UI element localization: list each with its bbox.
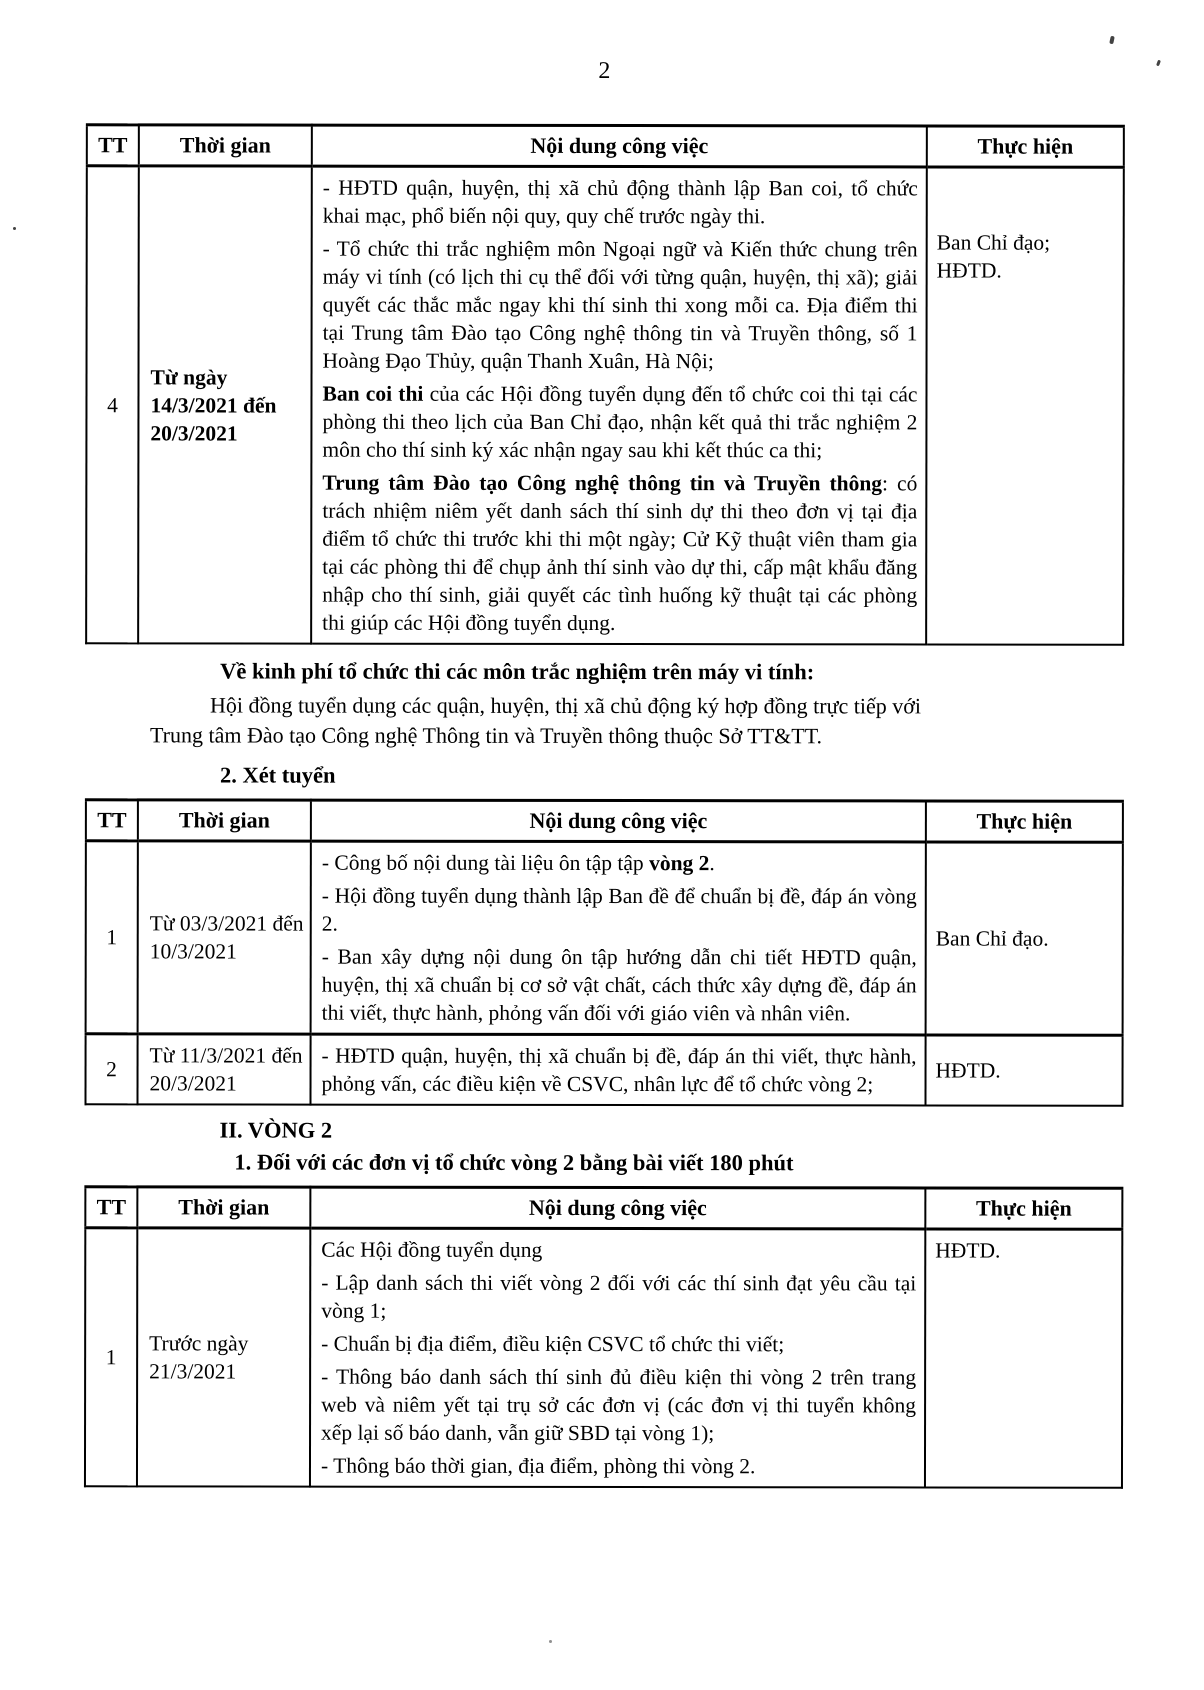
column-header-time: Thời gian <box>137 1187 310 1228</box>
cell-tt: 1 <box>86 841 138 1034</box>
scan-artifact <box>13 227 16 230</box>
funding-paragraph-line: Hội đồng tuyển dụng các quận, huyện, thị xã chủ động ký hợp đồng trực tiếp với <box>210 692 922 719</box>
content-paragraph: - Chuẩn bị địa điểm, điều kiện CSVC tổ chức thi viết; <box>321 1331 785 1357</box>
column-header-content: Nội dung công việc <box>312 125 927 167</box>
content-paragraph <box>322 469 917 638</box>
bold-run-in: Ban coi thi <box>322 381 424 406</box>
schedule-table-round2 <box>84 1185 1123 1488</box>
table-header-row <box>87 125 1124 167</box>
content-paragraph: - Hội đồng tuyển dụng thành lập Ban đề để chuẩn bị đề, đáp án vòng 2. <box>321 883 917 936</box>
table-row <box>86 841 1123 1035</box>
cell-content <box>310 1034 925 1105</box>
column-header-exec: Thực hiện <box>925 1188 1122 1229</box>
page-number: 2 <box>598 57 611 85</box>
content-paragraph <box>322 380 917 465</box>
table-header-row <box>86 800 1123 842</box>
cell-exec: HĐTD. <box>925 1229 1122 1488</box>
column-header-tt: TT <box>85 1187 137 1228</box>
cell-tt: 2 <box>85 1034 137 1105</box>
content-paragraph: - HĐTD quận, huyện, thị xã chủ động thành lập Ban coi, tổ chức khai mạc, phổ biến nội quy, quy chế trước ngày thi. <box>322 175 918 229</box>
column-header-tt: TT <box>86 800 138 841</box>
content-paragraph: - Lập danh sách thi viết vòng 2 đối với các thí sinh đạt yêu cầu tại vòng 1; <box>321 1270 917 1323</box>
paragraph-text: : có trách nhiệm niêm yết danh sách thí sinh dự thi theo đơn vị tại địa điểm tổ chức thi trước khi thi một ngày; Cử Kỹ thuật viên tham gia tại các phòng thi để chụp ảnh thí sinh vào dự thi, cấp mật khẩu đăng nhập cho thí sinh, giải quyết các tình huống kỹ thuật tại các phòng thi giúp các Hội đồng tuyển dụng. <box>322 471 918 636</box>
schedule-table-xet-tuyen <box>84 798 1123 1106</box>
cell-exec: Ban Chỉ đạo. <box>926 842 1123 1035</box>
schedule-table-round1 <box>85 123 1125 645</box>
cell-time: Trước ngày 21/3/2021 <box>137 1228 310 1487</box>
cell-time: Từ ngày 14/3/2021 đến 20/3/2021 <box>138 166 312 644</box>
cell-content <box>311 166 927 644</box>
column-header-content: Nội dung công việc <box>311 800 926 842</box>
content-paragraph: - Tổ chức thi trắc nghiệm môn Ngoại ngữ và Kiến thức chung trên máy vi tính (có lịch thi cụ thể đối với từng quận, huyện, thị xã); giải quyết các thắc mắc ngay khi thí sinh thi xong mỗi ca. Địa điểm thi tại Trung tâm Đào tạo Công nghệ thông tin và Truyền thông, số 1 Hoàng Đạo Thủy, quận Thanh Xuân, Hà Nội; <box>322 236 918 374</box>
column-header-content: Nội dung công việc <box>310 1187 925 1229</box>
table-row <box>85 1228 1122 1488</box>
paragraph-text: của các Hội đồng tuyển dụng đến tổ chức coi thi tại các phòng thi theo lịch của Ban Chỉ đạo, nhận kết quả thi trắc nghiệm 2 môn cho thí sinh ký xác nhận ngay sau khi kết thúc ca thi; <box>322 381 918 463</box>
bold-run-in: Trung tâm Đào tạo Công nghệ thông tin và Truyền thông <box>322 470 883 496</box>
column-header-exec: Thực hiện <box>927 126 1124 167</box>
table-row <box>85 1034 1122 1106</box>
section-heading-vong-2-sub: 1. Đối với các đơn vị tổ chức vòng 2 bằng bài viết 180 phút <box>234 1149 794 1176</box>
cell-time: Từ 11/3/2021 đến 20/3/2021 <box>137 1034 310 1105</box>
content-paragraph: - Thông báo danh sách thí sinh đủ điều kiện thi vòng 2 trên trang web và niêm yết tại trụ sở các đơn vị (các đơn vị thi tuyển không xếp lại số báo danh, vẫn giữ SBD tại vòng 1); <box>321 1364 917 1446</box>
funding-paragraph-line: Trung tâm Đào tạo Công nghệ Thông tin và Truyền thông thuộc Sở TT&TT. <box>149 722 823 749</box>
funding-heading: Về kinh phí tổ chức thi các môn trắc nghiệm trên máy vi tính: <box>220 658 815 685</box>
content-paragraph: - HĐTD quận, huyện, thị xã chuẩn bị đề, đáp án thi viết, thực hành, phỏng vấn, các điều kiện về CSVC, nhân lực để tổ chức vòng 2; <box>321 1043 917 1097</box>
paragraph-text: . <box>709 851 715 876</box>
column-header-tt: TT <box>87 125 139 166</box>
table-row <box>86 166 1124 645</box>
content-paragraph: - Ban xây dựng nội dung ôn tập hướng dẫn chi tiết HĐTD quận, huyện, thị xã chuẩn bị cơ sở vật chất, cách thức xây dựng đề, đáp án thi viết, thực hành, phỏng vấn đối với giáo viên và nhân viên. <box>321 944 917 1026</box>
cell-content <box>311 841 926 1035</box>
section-heading-vong-2: II. VÒNG 2 <box>219 1117 333 1143</box>
table-header-row <box>85 1187 1122 1229</box>
column-header-exec: Thực hiện <box>926 801 1123 842</box>
content-paragraph: - Thông báo thời gian, địa điểm, phòng thi vòng 2. <box>320 1453 756 1479</box>
content-paragraph <box>322 849 917 878</box>
paragraph-text: - Công bố nội dung tài liệu ôn tập tập <box>321 850 650 876</box>
section-heading-xet-tuyen: 2. Xét tuyển <box>219 762 336 788</box>
bold-run-in: vòng 2 <box>649 851 710 876</box>
funding-paragraph <box>150 690 1085 751</box>
column-header-time: Thời gian <box>139 125 312 166</box>
cell-content <box>310 1228 925 1487</box>
cell-exec: HĐTD. <box>925 1035 1122 1106</box>
cell-exec: Ban Chỉ đạo; HĐTD. <box>926 167 1124 645</box>
column-header-time: Thời gian <box>138 800 311 841</box>
scan-artifact <box>549 1640 552 1643</box>
cell-tt: 1 <box>85 1228 137 1487</box>
cell-time: Từ 03/3/2021 đến 10/3/2021 <box>138 841 311 1034</box>
content-paragraph: Các Hội đồng tuyển dụng <box>321 1237 543 1262</box>
cell-tt: 4 <box>86 166 139 644</box>
